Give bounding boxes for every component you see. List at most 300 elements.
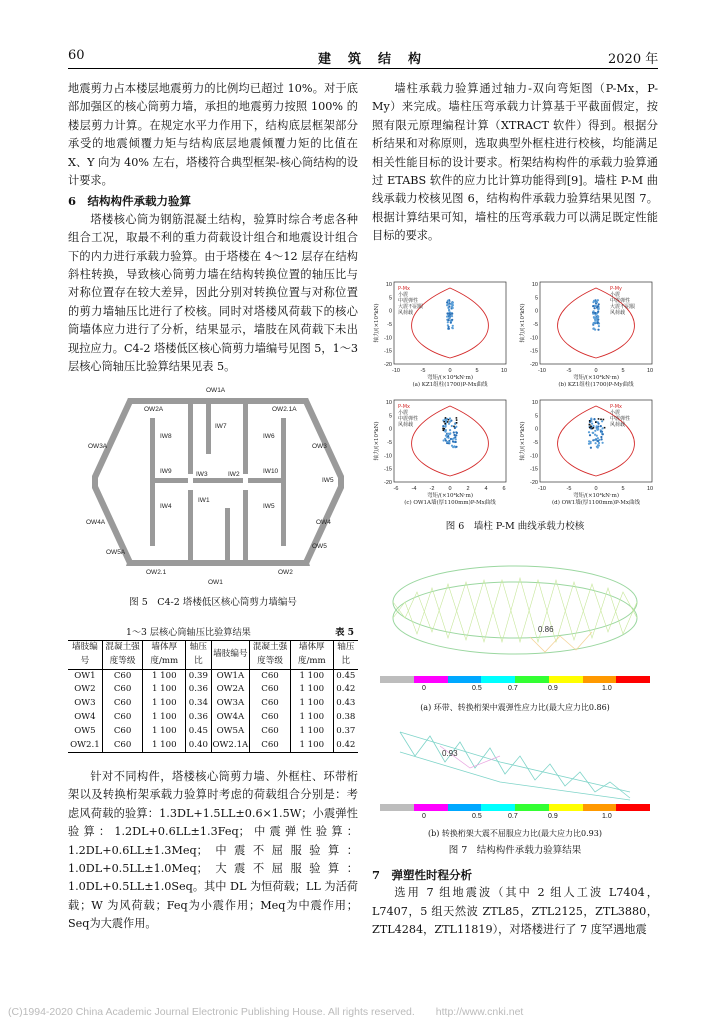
load-point xyxy=(591,423,593,425)
load-point xyxy=(590,418,592,420)
load-point xyxy=(448,319,450,321)
wall-label: OW3A xyxy=(88,443,108,450)
load-point xyxy=(451,327,453,329)
wall-label: IW5 xyxy=(322,477,334,484)
load-point xyxy=(456,417,458,419)
y-tick-label: 5 xyxy=(388,295,392,302)
table-cell: 0.45 xyxy=(186,725,211,739)
load-point xyxy=(594,329,596,331)
figure7a-subcaption: (a) 环带、转换桁架中震弹性应力比(最大应力比0.86) xyxy=(420,703,610,712)
legend-entry: 中震弹性 xyxy=(398,416,419,422)
table-row xyxy=(68,739,358,753)
pm-chart-d xyxy=(518,396,658,506)
load-point xyxy=(446,304,448,306)
legend-entry: P-My xyxy=(610,286,622,292)
load-point xyxy=(597,299,599,301)
table-cell: OW4A xyxy=(211,711,250,725)
load-point xyxy=(600,425,602,427)
load-point xyxy=(456,419,458,421)
load-points xyxy=(588,418,606,449)
load-point xyxy=(443,429,445,431)
col-header: 轴压比 xyxy=(186,641,211,670)
col-header: 墙体厚度/mm xyxy=(143,641,186,670)
x-tick-label: -2 xyxy=(429,486,435,492)
load-point xyxy=(449,317,451,319)
pm-chart-c xyxy=(372,396,512,506)
y-tick-label: 10 xyxy=(531,400,538,406)
legend-entry: 风荷载 xyxy=(610,422,626,428)
table-cell: C60 xyxy=(102,739,143,753)
scale-tick: 0.5 xyxy=(472,813,482,820)
load-point xyxy=(454,436,456,438)
x-tick-label: -10 xyxy=(392,368,400,374)
load-point xyxy=(594,307,596,309)
section-heading-6: 6 结构构件承载力验算 xyxy=(68,194,192,209)
load-point xyxy=(597,437,599,439)
figure7a-color-scale xyxy=(380,676,650,700)
figure5-caption: 图 5 C4-2 塔楼低区核心筒剪力墙编号 xyxy=(129,597,297,608)
load-point xyxy=(596,425,598,427)
x-axis-label: 弯矩/(×10⁴kN·m) xyxy=(572,493,620,499)
scale-tick: 0 xyxy=(422,813,426,820)
table-cell: 1 100 xyxy=(290,725,333,739)
table-cell: C60 xyxy=(102,711,143,725)
table-cell: 1 100 xyxy=(143,697,186,711)
load-point xyxy=(590,447,592,449)
legend-entry: 风荷载 xyxy=(398,422,414,428)
load-point xyxy=(598,442,600,444)
load-point xyxy=(593,310,595,312)
load-point xyxy=(447,421,449,423)
load-points xyxy=(592,299,600,331)
wall-label: OW1A xyxy=(206,387,226,394)
x-tick-label: 0 xyxy=(448,486,452,492)
legend-entry: 大震不屈服 xyxy=(610,304,636,310)
load-point xyxy=(589,420,591,422)
load-point xyxy=(603,419,605,421)
x-tick-label: -10 xyxy=(538,368,546,374)
load-point xyxy=(597,321,599,323)
y-tick-label: -20 xyxy=(530,480,538,486)
max-ratio-label: 0.86 xyxy=(538,625,554,634)
y-tick-label: -5 xyxy=(387,322,392,328)
table-cell: 1 100 xyxy=(290,697,333,711)
table-row xyxy=(68,683,358,697)
page-number: 60 xyxy=(68,48,85,63)
table-cell: OW5 xyxy=(74,725,96,736)
figure7b-color-scale xyxy=(380,804,650,828)
scale-swatch xyxy=(414,676,448,683)
col-header: 墙体厚度/mm xyxy=(290,641,333,670)
x-tick-label: -5 xyxy=(420,368,426,374)
load-point xyxy=(445,429,447,431)
table-cell: C60 xyxy=(102,725,143,739)
scale-swatch xyxy=(549,804,583,811)
scale-swatch xyxy=(481,804,515,811)
legend-entry: 中震弹性 xyxy=(610,298,631,304)
table-cell: 1 100 xyxy=(143,683,186,697)
load-point xyxy=(453,426,455,428)
x-tick-label: 10 xyxy=(500,368,508,374)
load-point xyxy=(594,312,596,314)
table-cell: OW1A xyxy=(211,669,250,683)
load-point xyxy=(451,445,453,447)
scale-swatch xyxy=(515,676,549,683)
left-column-bottom xyxy=(68,768,358,934)
scale-swatch xyxy=(481,676,515,683)
load-point xyxy=(596,435,598,437)
y-tick-label: -10 xyxy=(384,335,392,342)
scale-tick: 1.0 xyxy=(602,813,612,820)
load-point xyxy=(596,317,598,319)
load-point xyxy=(592,322,594,324)
x-axis-label: 弯矩/(×10⁴kN·m) xyxy=(426,493,474,499)
load-point xyxy=(453,431,455,433)
legend-entry: 大震不屈服 xyxy=(398,304,424,310)
load-point xyxy=(589,427,591,429)
x-tick-label: 5 xyxy=(621,368,625,374)
wall-label: IW2 xyxy=(228,471,240,478)
figure7a-ring-truss xyxy=(380,542,650,672)
table-cell: C60 xyxy=(102,683,143,697)
load-point xyxy=(598,303,600,305)
table5-body xyxy=(68,669,358,753)
legend-entry: P-Mx xyxy=(398,286,410,292)
load-point xyxy=(448,309,450,311)
table5 xyxy=(68,640,358,753)
y-tick-label: 10 xyxy=(531,282,538,288)
load-point xyxy=(451,313,453,315)
scale-swatch xyxy=(583,804,617,811)
table-cell: OW2 xyxy=(74,684,96,695)
table-cell: 1 100 xyxy=(290,683,333,697)
figure7b-transfer-truss xyxy=(380,712,650,802)
load-point xyxy=(444,426,446,428)
y-axis-label: 轴力/(×10⁴kN) xyxy=(374,421,380,461)
table-cell: 1 100 xyxy=(290,739,333,753)
load-point xyxy=(451,438,453,440)
table-cell: C60 xyxy=(250,725,291,739)
load-point xyxy=(446,301,448,303)
load-point xyxy=(453,434,455,436)
y-tick-label: -20 xyxy=(384,480,392,486)
load-point xyxy=(594,319,596,321)
table-cell: 1 100 xyxy=(290,669,333,683)
load-point xyxy=(448,441,450,443)
wall-label: OW2A xyxy=(144,406,164,413)
load-point xyxy=(449,312,451,314)
wall-label: IW3 xyxy=(196,471,208,478)
scale-tick: 0.9 xyxy=(548,685,558,692)
table-row xyxy=(68,669,358,683)
y-tick-label: -5 xyxy=(387,440,392,446)
load-point xyxy=(592,428,594,430)
load-point xyxy=(592,301,594,303)
paragraph: 塔楼核心筒为钢筋混凝土结构，验算时综合考虑各种组合工况，取最不利的重力荷载设计组合和地震设计组合下的内力进行承载力验算。由于塔楼在 4～12 层存在结构斜柱转换，导致核心筒剪力墙在结构转换位置的轴压比与对称位置存在较大差异，因此分别对转换位置与对称位置的剪力墙轴压比进行了校核。同时对塔楼风荷载下的核心筒墙体应力进行了分析，结果显示，墙肢在风荷载下未出现拉应力。C4-2 塔楼低区核心筒剪力墙编号见图 5，1～3 层核心筒轴压比验算结果见表 5。 xyxy=(68,212,358,374)
scale-swatch xyxy=(448,804,482,811)
x-axis-label: 弯矩/(×10⁴kN·m) xyxy=(572,375,620,381)
load-point xyxy=(597,329,599,331)
load-point xyxy=(597,315,599,317)
load-point xyxy=(601,438,603,440)
load-point xyxy=(447,324,449,326)
figure6-caption: 图 6 墙柱 P-M 曲线承载力校核 xyxy=(445,521,585,532)
load-point xyxy=(592,425,594,427)
load-point xyxy=(602,442,604,444)
table-cell: 0.45 xyxy=(333,669,358,683)
load-point xyxy=(594,439,596,441)
load-point xyxy=(604,427,606,429)
legend-entry: 小震 xyxy=(610,410,621,416)
y-tick-label: 5 xyxy=(388,413,392,420)
load-points xyxy=(446,299,454,330)
figure6-grid xyxy=(372,278,658,510)
legend-entry: 小震 xyxy=(398,410,409,416)
panel-subcaption: (d) OW1墙(厚1100mm)P-Mx曲线 xyxy=(552,500,640,506)
scale-swatch xyxy=(549,676,583,683)
y-axis-label: 轴力/(×10⁴kN) xyxy=(520,421,526,461)
y-tick-label: 5 xyxy=(534,295,538,302)
paragraph: 地震剪力占本楼层地震剪力的比例均已超过 10%。对于底部加强区的核心筒剪力墙，承担的地震剪力按照 100% 的楼层剪力计算。在规定水平力作用下，结构底层框架部分承受的地震倾覆力矩与结构底层地震倾覆力矩的比值在 X、Y 向为 40% 左右，塔楼符合典型框架-核心筒结构的设计要求。 xyxy=(68,82,358,188)
load-point xyxy=(597,440,599,442)
y-tick-label: -15 xyxy=(530,466,538,473)
load-point xyxy=(595,421,597,423)
y-tick-label: -15 xyxy=(384,466,392,473)
load-point xyxy=(449,429,451,431)
table-cell: OW2.1 xyxy=(68,739,102,753)
x-tick-label: 4 xyxy=(484,486,488,492)
table-cell: C60 xyxy=(250,669,291,683)
load-point xyxy=(443,421,445,423)
wall-label: OW2.1 xyxy=(146,569,167,576)
load-point xyxy=(449,432,451,434)
col-header: 轴压比 xyxy=(333,641,358,670)
table5-number: 表 5 xyxy=(335,627,354,638)
load-point xyxy=(452,440,454,442)
load-point xyxy=(456,432,458,434)
x-tick-label: 0 xyxy=(594,368,598,374)
table-cell: 0.42 xyxy=(333,739,358,753)
journal-title: 建 筑 结 构 xyxy=(318,52,424,67)
table-cell: 1 100 xyxy=(143,711,186,725)
wall-label: OW4A xyxy=(86,519,106,526)
load-point xyxy=(588,440,590,442)
y-axis-label: 轴力/(×10⁴kN) xyxy=(374,303,380,343)
header-rule xyxy=(68,68,658,69)
max-ratio-label: 0.93 xyxy=(442,749,458,758)
scale-tick: 0.7 xyxy=(508,813,518,820)
y-tick-label: -10 xyxy=(384,453,392,460)
load-point xyxy=(455,446,457,448)
table-cell: C60 xyxy=(250,697,291,711)
scale-swatch xyxy=(414,804,448,811)
wall-label: IW6 xyxy=(263,433,275,440)
table-cell: OW2.1A xyxy=(211,739,250,753)
legend-entry: P-Mx xyxy=(610,404,622,410)
scale-swatch xyxy=(616,676,650,683)
scale-swatch xyxy=(583,676,617,683)
y-tick-label: -15 xyxy=(530,348,538,355)
table-row xyxy=(68,697,358,711)
load-point xyxy=(451,306,453,308)
load-point xyxy=(598,325,600,327)
load-point xyxy=(448,423,450,425)
table-cell: 0.43 xyxy=(333,697,358,711)
legend-entry: P-Mx xyxy=(398,404,410,410)
col-header: 混凝土强度等级 xyxy=(102,641,143,670)
load-point xyxy=(600,436,602,438)
load-point xyxy=(589,434,591,436)
table-cell: C60 xyxy=(250,711,291,725)
wall-label: OW5 xyxy=(312,543,327,550)
table-cell: OW1 xyxy=(74,670,96,681)
table-cell: OW3 xyxy=(74,698,96,709)
table-cell: C60 xyxy=(102,697,143,711)
load-point xyxy=(594,430,596,432)
load-point xyxy=(601,432,603,434)
col-header: 混凝土强度等级 xyxy=(250,641,291,670)
load-point xyxy=(444,428,446,430)
load-point xyxy=(446,312,448,314)
table-row xyxy=(68,725,358,739)
load-point xyxy=(597,446,599,448)
y-tick-label: 0 xyxy=(388,308,392,315)
table-cell: 0.39 xyxy=(186,669,211,683)
legend-entry: 小震 xyxy=(398,292,409,298)
load-point xyxy=(443,439,445,441)
legend-entry: 中震弹性 xyxy=(398,298,419,304)
load-point xyxy=(592,305,594,307)
load-point xyxy=(447,433,449,435)
panel-subcaption: (b) KZ1组柱(1700)P-My曲线 xyxy=(558,382,634,388)
load-point xyxy=(596,301,598,303)
wall-label: OW4 xyxy=(316,519,331,526)
load-point xyxy=(451,425,453,427)
load-point xyxy=(448,305,450,307)
wall-label: OW2 xyxy=(278,569,293,576)
y-tick-label: -5 xyxy=(533,322,538,328)
table-cell: 0.37 xyxy=(333,725,358,739)
wall-label: IW5 xyxy=(263,503,275,510)
y-tick-label: 10 xyxy=(385,282,392,288)
paragraph: 墙柱承载力验算通过轴力-双向弯矩图（P-Mx，P-My）来完成。墙柱压弯承载力计算基于平截面假定，按照有限元原理编程计算（XTRACT 软件）得到。根据分析结果和对称原则，选取典型外框柱进行校核，均能满足相关性能目标的设计要求。桁架结构构件的承载力验算通过 ETABS 软件的应力比计算功能得到[9]。墙柱 P-M 曲线承载力校核见图 6，结构构件承载力验算结果见图 7。根据计算结果可知，墙柱的压弯承载力可以满足既定性能目标的要求。 xyxy=(372,82,658,243)
wall-label: IW8 xyxy=(160,433,172,440)
legend-entry: 风荷载 xyxy=(398,310,414,316)
scale-tick: 0.7 xyxy=(508,685,518,692)
x-tick-label: -5 xyxy=(566,368,572,374)
scale-swatch xyxy=(448,676,482,683)
load-point xyxy=(592,432,594,434)
x-tick-label: 6 xyxy=(502,486,506,492)
wall-label: IW4 xyxy=(160,503,172,510)
table5-title: 1～3 层核心筒轴压比验算结果 xyxy=(126,627,251,638)
load-point xyxy=(590,442,592,444)
x-tick-label: 2 xyxy=(466,486,470,492)
left-column-top xyxy=(68,80,358,377)
load-point xyxy=(452,325,454,327)
load-points xyxy=(442,417,458,448)
load-point xyxy=(595,442,597,444)
y-axis-label: 轴力/(×10⁴kN) xyxy=(520,303,526,343)
y-tick-label: -10 xyxy=(530,335,538,342)
figure7b-subcaption: (b) 转换桁架大震不屈服应力比(最大应力比0.93) xyxy=(428,829,602,838)
table-cell: 1 100 xyxy=(143,669,186,683)
y-tick-label: -20 xyxy=(530,362,538,368)
table-cell: OW4 xyxy=(74,711,96,722)
load-point xyxy=(442,425,444,427)
table-cell: 0.36 xyxy=(186,711,211,725)
x-tick-label: 10 xyxy=(646,486,654,492)
load-point xyxy=(451,319,453,321)
load-point xyxy=(595,321,597,323)
y-tick-label: 0 xyxy=(534,308,538,315)
x-tick-label: 10 xyxy=(646,368,654,374)
load-point xyxy=(445,417,447,419)
load-point xyxy=(597,309,599,311)
load-point xyxy=(448,419,450,421)
x-axis-label: 弯矩/(×10⁴kN·m) xyxy=(426,375,474,381)
load-point xyxy=(451,303,453,305)
table-cell: 1 100 xyxy=(290,711,333,725)
load-point xyxy=(593,316,595,318)
load-point xyxy=(454,427,456,429)
scale-swatch xyxy=(380,804,414,811)
legend-entry: 中震弹性 xyxy=(610,416,631,422)
table-cell: 0.42 xyxy=(333,683,358,697)
scale-tick: 1.0 xyxy=(602,685,612,692)
load-point xyxy=(597,444,599,446)
wall-label: OW2.1A xyxy=(272,406,297,413)
y-tick-label: -15 xyxy=(384,348,392,355)
right-column-top xyxy=(372,80,658,246)
scale-swatch xyxy=(616,804,650,811)
table-row xyxy=(68,711,358,725)
load-point xyxy=(600,419,602,421)
load-point xyxy=(447,435,449,437)
wall-label: OW1 xyxy=(208,579,223,586)
wall-label: OW5A xyxy=(106,549,126,556)
load-point xyxy=(602,427,604,429)
load-point xyxy=(593,418,595,420)
y-tick-label: -5 xyxy=(533,440,538,446)
load-point xyxy=(595,305,597,307)
load-point xyxy=(601,420,603,422)
paragraph: 针对不同构件，塔楼核心筒剪力墙、外框柱、环带桁架以及转换桁架承载力验算时考虑的荷载组合分别是：考虑风荷载的验算：1.3DL+1.5LL±0.6×1.5W；小震弹性验算：1.2DL+0.6LL±1.3Feq；中震弹性验算：1.2DL+0.6LL±1.3Meq；中震不屈服验算：1.0DL+0.5LL±1.0Meq；大震不屈服验算：1.0DL+0.5LL±1.0Seq。其中 DL 为恒荷载；LL 为活荷载；W 为风荷载；Feq为小震作用；Meq为中震作用；Seq为大震作用。 xyxy=(68,770,358,931)
year: 2020 年 xyxy=(608,52,659,67)
right-column-bottom xyxy=(372,866,658,940)
load-point xyxy=(598,418,600,420)
table-cell: 1 100 xyxy=(143,739,186,753)
col-header: 墙肢编号 xyxy=(68,641,102,670)
load-point xyxy=(596,428,598,430)
load-point xyxy=(446,316,448,318)
wall-label: IW1 xyxy=(198,497,210,504)
table-cell: OW3A xyxy=(211,697,250,711)
load-point xyxy=(588,431,590,433)
wall-label: IW9 xyxy=(160,468,172,475)
pm-chart-b xyxy=(518,278,658,388)
x-tick-label: -5 xyxy=(566,486,572,492)
load-point xyxy=(597,311,599,313)
wall-label: IW10 xyxy=(263,468,279,475)
x-tick-label: -10 xyxy=(538,486,546,492)
section-heading-7: 7 弹塑性时程分析 xyxy=(372,868,473,882)
table-cell: C60 xyxy=(102,669,143,683)
scale-swatch xyxy=(380,676,414,683)
scale-tick: 0 xyxy=(422,685,426,692)
legend-entry: 风荷载 xyxy=(610,310,626,316)
load-point xyxy=(589,424,591,426)
